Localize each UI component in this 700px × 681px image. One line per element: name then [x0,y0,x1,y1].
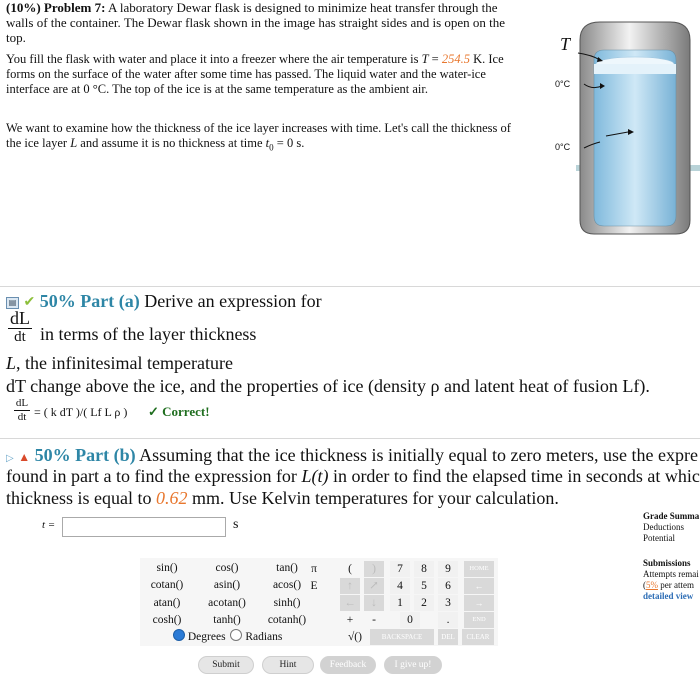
del-button[interactable]: DEL [438,629,458,645]
up-right-arrow-icon[interactable]: ↗ [364,578,384,594]
answer-unit: s [233,517,239,532]
atan-button[interactable]: atan() [153,597,181,609]
figure-label-interface: 0°C [555,79,571,89]
part-a-percent: 50% Part (a) [39,291,140,311]
end-button[interactable]: END [464,612,494,628]
answer-label: t = [42,519,56,531]
problem-number: (10%) Problem 7: [6,0,106,15]
sin-button[interactable]: sin() [156,562,178,574]
cotan-button[interactable]: cotan() [150,579,184,591]
clear-button[interactable]: CLEAR [462,629,494,645]
answer-fraction: dL dt [15,397,29,423]
attempts-label: Attempts remai [643,569,699,579]
degrees-label: Degrees [187,631,226,643]
separator [0,438,700,439]
answer-input[interactable] [63,519,224,535]
answer-input-box[interactable] [62,517,226,537]
dot-button[interactable]: . [438,612,458,628]
digit-3[interactable]: 3 [438,595,458,611]
figure-temperature-label: T [560,34,571,54]
down-arrow-icon[interactable]: ↓ [364,595,384,611]
part-a-line3: L, the infinitesimal temperature [6,353,233,373]
close-paren-button[interactable]: ) [364,561,384,577]
cosh-button[interactable]: cosh() [152,614,182,626]
separator [0,286,700,287]
dl-dt-fraction: dL dt [10,308,30,345]
correct-badge: ✓ Correct! [148,404,210,419]
hint-button[interactable]: Hint [262,656,314,674]
cos-button[interactable]: cos() [215,562,239,574]
submissions-title: Submissions [643,558,691,568]
angle-mode [173,629,282,643]
part-a-line2: in terms of the layer thickness [40,324,257,344]
radians-radio[interactable] [230,629,242,641]
acos-button[interactable]: acos() [272,579,302,591]
expand-arrow-icon[interactable]: ▷ [6,453,14,464]
home-button[interactable]: HOME [464,561,494,577]
part-b-percent: 50% Part (b) [34,445,136,465]
digit-9[interactable]: 9 [438,561,458,577]
part-a-line4: dT change above the ice, and the properties of ice (density ρ and latent heat of fusion Lf). [6,376,650,396]
detailed-view-link[interactable]: detailed view [643,591,694,601]
forward-arrow-icon[interactable]: → [464,595,494,611]
cotanh-button[interactable]: cotanh() [267,614,307,626]
digit-0[interactable]: 0 [400,612,420,628]
part-a-header [6,290,322,314]
digit-5[interactable]: 5 [414,578,434,594]
digit-6[interactable]: 6 [438,578,458,594]
problem-paragraph-2: You fill the flask with water and place it into a freezer where the air temperature is T = 254.5 K. Ice forms on the surface of the water after some time has passed. The liquid water and the water-ice interface are at 0 °C. The top of the ice is at the same temperature as the ambient air. [6,52,504,96]
grade-summary-panel [643,511,699,544]
digit-8[interactable]: 8 [414,561,434,577]
figure-label-water: 0°C [555,142,571,152]
part-a-prompt: Derive an expression for [144,291,322,311]
e-button[interactable]: E [310,580,318,592]
sinh-button[interactable]: sinh() [273,597,301,609]
collapse-icon[interactable]: ▤ [6,297,19,309]
give-up-button[interactable]: I give up! [384,656,442,674]
sqrt-button[interactable]: √() [348,631,362,643]
part-a-answer: = ( k dT )/( Lf L ρ ) [34,405,128,419]
up-arrow-icon[interactable]: ↑ [340,578,360,594]
feedback-button[interactable]: Feedback [320,656,376,674]
temperature-value: 254.5 [441,52,470,66]
pi-button[interactable]: π [311,563,317,575]
part-b-line3: thickness is equal to 0.62 mm. Use Kelvin temperatures for your calculation. [6,488,559,508]
digit-4[interactable]: 4 [390,578,410,594]
open-paren-button[interactable]: ( [348,563,352,575]
part-b-line2: found in part a to find the expression for L(t) in order to find the elapsed time in seconds at whic [6,466,700,486]
degrees-radio[interactable] [173,629,185,641]
backspace-button[interactable]: BACKSPACE [370,629,434,645]
radians-label: Radians [245,631,283,643]
warning-icon: ▲ [18,450,31,464]
digit-7[interactable]: 7 [390,561,410,577]
problem-statement [6,0,526,45]
tan-button[interactable]: tan() [276,562,298,574]
digit-2[interactable]: 2 [414,595,434,611]
acotan-button[interactable]: acotan() [208,597,246,609]
minus-button[interactable]: - [372,614,376,626]
problem-paragraph-3: We want to examine how the thickness of the ice layer increases with time. Let's call the thickness of the ice layer L and assume it is no thickness at time $t_0 = 0$ s. [6,121,511,153]
submissions-panel: Submissions Attempts remai (5% per attem detailed view [643,558,699,601]
back-arrow-icon[interactable]: ← [464,578,494,594]
thickness-value: 0.62 [155,488,188,508]
asin-button[interactable]: asin() [213,579,241,591]
grade-summary-title: Grade Summa [643,511,700,521]
tanh-button[interactable]: tanh() [213,614,241,626]
plus-button[interactable]: + [346,614,354,626]
checkmark-icon: ✔ [23,294,36,310]
part-b-prompt: Assuming that the ice thickness is initially equal to zero meters, use the expre [139,445,698,465]
submit-button[interactable]: Submit [198,656,254,674]
left-arrow-icon[interactable]: ← [340,595,360,611]
problem-intro: A laboratory Dewar flask is designed to minimize heat transfer through the walls of the container. The Dewar flask shown in the image has straight sides and is open on the top. [6,0,506,45]
deductions-label: Deductions [643,522,684,532]
dewar-flask-figure [548,20,700,245]
per-attempt-percent: 5% [646,580,658,590]
potential-label: Potential [643,533,675,543]
digit-1[interactable]: 1 [390,595,410,611]
